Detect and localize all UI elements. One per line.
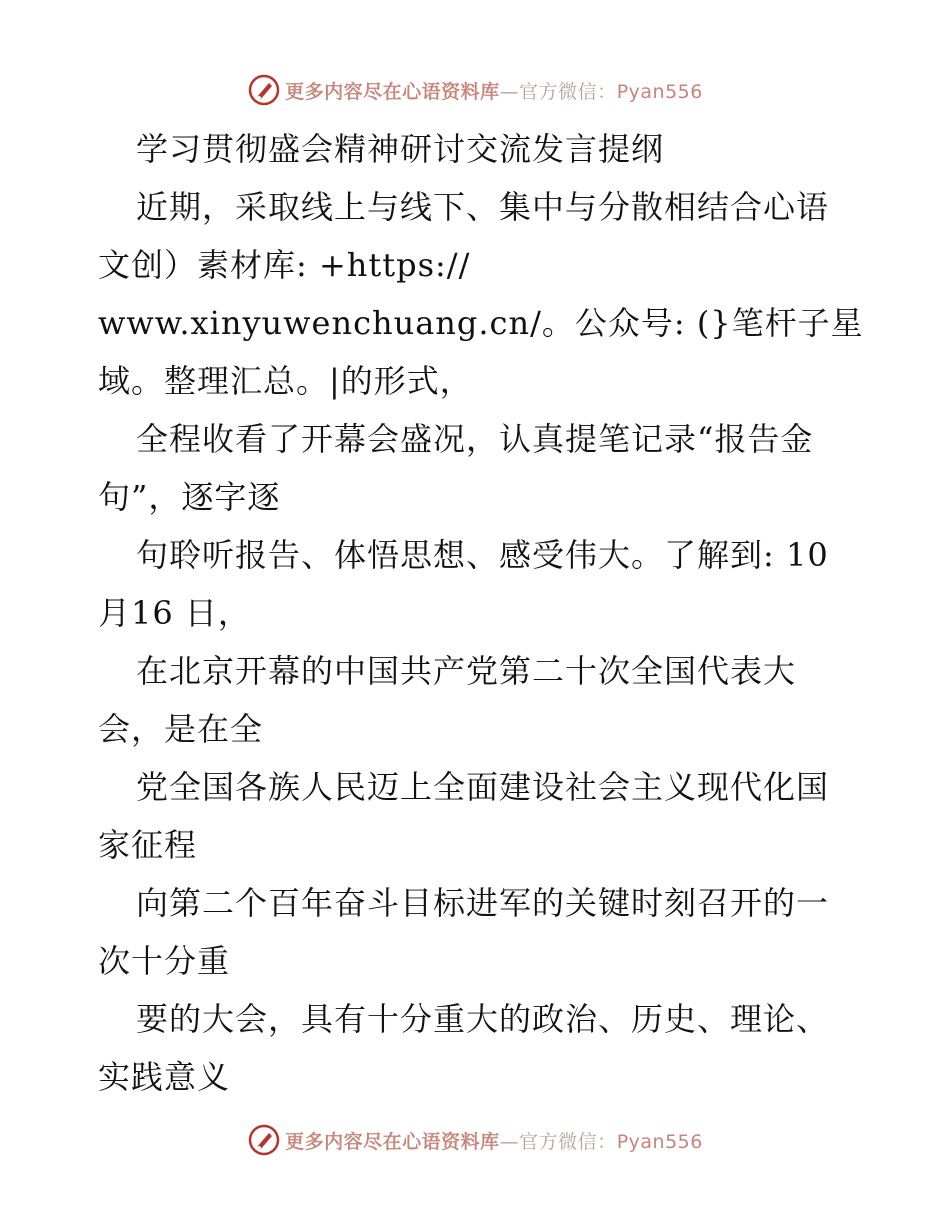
paragraph-line: www.xinyuwenchuang.cn/。公众号: (}笔杆子星 xyxy=(98,304,864,342)
pen-nib-icon xyxy=(247,73,281,107)
paragraph-line: 党全国各族人民迈上全面建设社会主义现代化国 xyxy=(136,768,830,806)
paragraph-line: 近期，采取线上与线下、集中与分散相结合心语 xyxy=(136,188,830,226)
banner-wechat-label: 官方微信： xyxy=(519,80,617,103)
banner-wechat-id: Pyan556 xyxy=(616,1130,703,1153)
paragraph-line: 句”，逐字逐 xyxy=(98,478,281,516)
banner-dash: — xyxy=(499,80,520,103)
banner-brand: 更多内容尽在心语资料库 xyxy=(285,80,500,103)
paragraph-line: 文创）素材库: +https:// xyxy=(98,246,471,284)
paragraph-line: 会，是在全 xyxy=(98,710,264,748)
paragraph-line: 向第二个百年奋斗目标进军的关键时刻召开的一 xyxy=(136,884,830,922)
banner-brand: 更多内容尽在心语资料库 xyxy=(285,1130,500,1153)
paragraph-line: 在北京开幕的中国共产党第二十次全国代表大 xyxy=(136,652,797,690)
footer-watermark-banner xyxy=(0,1120,950,1160)
banner-dash: — xyxy=(499,1130,520,1153)
paragraph-line: 要的大会，具有十分重大的政治、历史、理论、 xyxy=(136,1000,830,1038)
document-body xyxy=(98,120,864,1106)
banner-text xyxy=(285,77,703,104)
paragraph-line: 域。整理汇总。|的形式， xyxy=(98,362,473,400)
banner-wechat-label: 官方微信： xyxy=(519,1130,617,1153)
paragraph-line: 次十分重 xyxy=(98,942,231,980)
banner-text xyxy=(285,1127,703,1154)
document-title: 学习贯彻盛会精神研讨交流发言提纲 xyxy=(136,130,665,168)
paragraph-line: 月16 日， xyxy=(98,594,251,632)
paragraph-line: 实践意义 xyxy=(98,1058,231,1096)
paragraph-line: 句聆听报告、体悟思想、感受伟大。了解到: 10 xyxy=(136,536,829,574)
paragraph-line: 全程收看了开幕会盛况，认真提笔记录“报告金 xyxy=(136,420,814,458)
pen-nib-icon xyxy=(247,1123,281,1157)
header-watermark-banner xyxy=(0,70,950,110)
banner-wechat-id: Pyan556 xyxy=(616,80,703,103)
paragraph-line: 家征程 xyxy=(98,826,198,864)
